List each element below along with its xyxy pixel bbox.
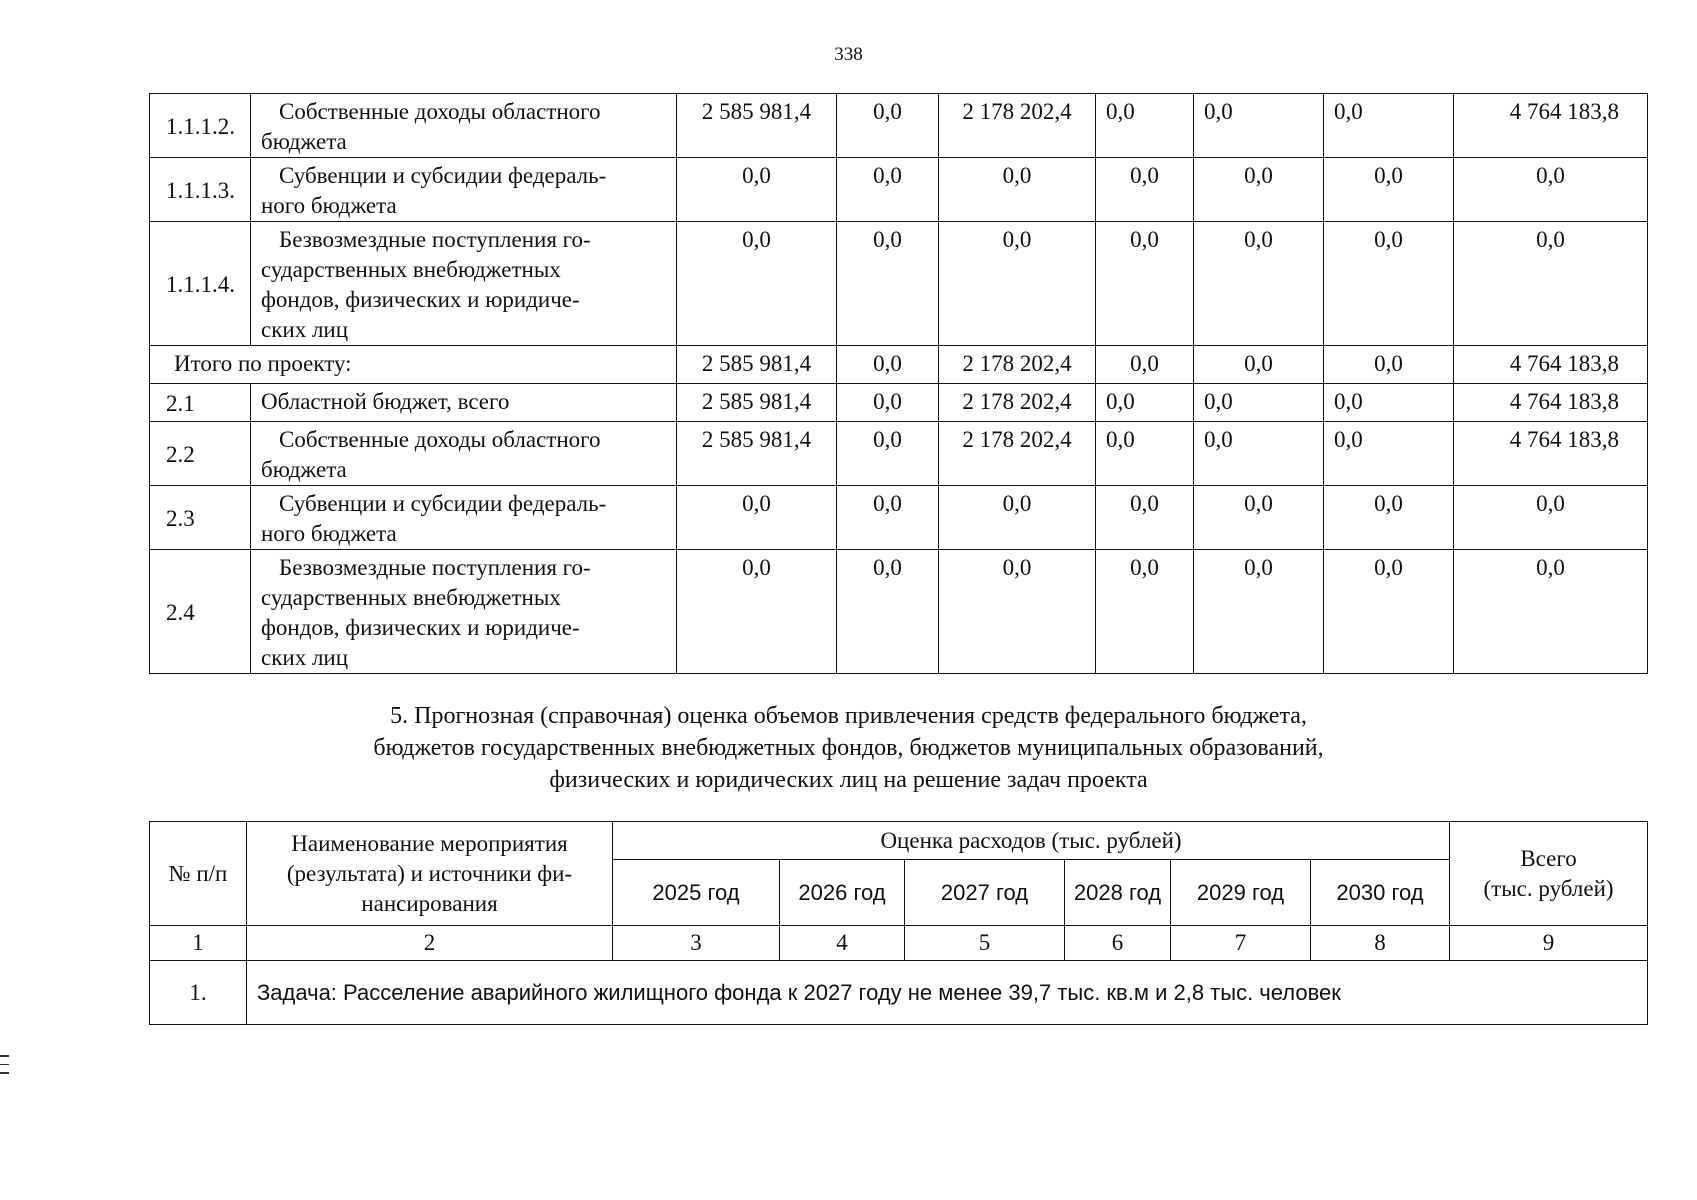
- row-name-line: ного бюджета: [261, 193, 397, 218]
- value-cell: 0,0: [1194, 158, 1324, 222]
- value-cell: 0,0: [677, 158, 837, 222]
- page-number: 338: [834, 44, 863, 65]
- value-cell: 0,0: [1324, 222, 1454, 346]
- col-number: 2: [247, 926, 613, 961]
- row-name-line: фондов, физических и юридиче-: [261, 615, 580, 640]
- value-cell: 0,0: [837, 422, 939, 486]
- row-name: [251, 158, 677, 222]
- task-text: Задача: Расселение аварийного жилищного фонда к 2027 году не менее 39,7 тыс. кв.м и 2,8 тыс. человек: [247, 961, 1648, 1025]
- value-cell: 0,0: [1194, 222, 1324, 346]
- value-cell: 0,0: [1194, 346, 1324, 384]
- value-cell: 2 585 981,4: [677, 346, 837, 384]
- table-row: [150, 222, 1648, 346]
- column-numbers-row: [150, 926, 1648, 961]
- table-row: [150, 486, 1648, 550]
- value-cell: 0,0: [1096, 486, 1194, 550]
- table-row: [150, 422, 1648, 486]
- value-cell: 2 178 202,4: [939, 384, 1096, 422]
- margin-mark: [0, 1055, 9, 1057]
- value-cell: 4 764 183,8: [1454, 94, 1648, 158]
- section-title-line: 5. Прогнозная (справочная) оценка объемов привлечения средств федерального бюджета,: [390, 703, 1307, 729]
- margin-mark: [0, 1064, 9, 1066]
- row-number: 2.3: [150, 486, 251, 550]
- row-name-line: Собственные доходы областного: [279, 427, 601, 452]
- header-name: [247, 822, 613, 926]
- task-num: 1.: [150, 961, 247, 1025]
- header-year: 2030 год: [1311, 860, 1450, 926]
- value-cell: 0,0: [1194, 486, 1324, 550]
- value-cell: 0,0: [1324, 158, 1454, 222]
- table-row: [150, 94, 1648, 158]
- value-cell: 2 178 202,4: [939, 94, 1096, 158]
- value-cell: 0,0: [837, 158, 939, 222]
- value-cell: 0,0: [1096, 158, 1194, 222]
- value-cell: 4 764 183,8: [1454, 384, 1648, 422]
- row-name-line: Безвозмездные поступления го-: [279, 555, 591, 580]
- row-name-line: Субвенции и субсидии федераль-: [279, 163, 607, 188]
- value-cell: 0,0: [939, 222, 1096, 346]
- value-cell: 0,0: [1194, 384, 1324, 422]
- value-cell: 0,0: [677, 486, 837, 550]
- header-name-line: Наименование мероприятия: [291, 830, 568, 856]
- row-name-line: ских лиц: [261, 317, 349, 342]
- table-row: [150, 346, 1648, 384]
- section-title-line: бюджетов государственных внебюджетных фондов, бюджетов муниципальных образований,: [373, 735, 1324, 761]
- header-total-line: (тыс. рублей): [1483, 875, 1614, 901]
- row-name: [251, 222, 677, 346]
- header-year: 2028 год: [1065, 860, 1171, 926]
- row-number: 2.1: [150, 384, 251, 422]
- value-cell: 0,0: [1194, 422, 1324, 486]
- header-year: 2025 год: [613, 860, 780, 926]
- col-number: 3: [613, 926, 780, 961]
- row-number: 2.4: [150, 550, 251, 674]
- forecast-table: [149, 821, 1648, 1025]
- header-num: № п/п: [150, 822, 247, 926]
- value-cell: 2 178 202,4: [939, 422, 1096, 486]
- value-cell: 0,0: [1324, 384, 1454, 422]
- header-name-line: нансирования: [361, 890, 498, 916]
- col-number: 8: [1311, 926, 1450, 961]
- value-cell: 0,0: [837, 222, 939, 346]
- row-number: 2.2: [150, 422, 251, 486]
- header-total-line: Всего: [1520, 845, 1577, 871]
- header-total: [1450, 822, 1648, 926]
- row-number: 1.1.1.2.: [150, 94, 251, 158]
- row-name: [251, 550, 677, 674]
- section-title-line: физических и юридических лиц на решение задач проекта: [549, 767, 1148, 793]
- row-name: [251, 94, 677, 158]
- header-year: 2029 год: [1171, 860, 1311, 926]
- value-cell: 0,0: [837, 346, 939, 384]
- value-cell: 0,0: [677, 222, 837, 346]
- table-row: [150, 158, 1648, 222]
- value-cell: 0,0: [1096, 550, 1194, 674]
- value-cell: 0,0: [1454, 550, 1648, 674]
- value-cell: 0,0: [939, 158, 1096, 222]
- section-title: [0, 700, 1697, 796]
- row-name-line: ного бюджета: [261, 521, 397, 546]
- value-cell: 0,0: [1096, 422, 1194, 486]
- margin-mark: [0, 1072, 9, 1074]
- value-cell: 0,0: [1324, 550, 1454, 674]
- col-number: 5: [905, 926, 1065, 961]
- col-number: 7: [1171, 926, 1311, 961]
- col-number: 1: [150, 926, 247, 961]
- value-cell: 0,0: [1096, 346, 1194, 384]
- row-number: 1.1.1.3.: [150, 158, 251, 222]
- value-cell: 2 585 981,4: [677, 94, 837, 158]
- row-name-line: Безвозмездные поступления го-: [279, 227, 591, 252]
- value-cell: 0,0: [1454, 158, 1648, 222]
- value-cell: 0,0: [1454, 486, 1648, 550]
- col-number: 6: [1065, 926, 1171, 961]
- value-cell: 0,0: [1324, 422, 1454, 486]
- header-name-line: (результата) и источники фи-: [286, 860, 573, 886]
- row-name-line: фондов, физических и юридиче-: [261, 287, 580, 312]
- value-cell: 4 764 183,8: [1454, 422, 1648, 486]
- value-cell: 0,0: [1096, 222, 1194, 346]
- header-year: 2026 год: [780, 860, 905, 926]
- value-cell: 2 178 202,4: [939, 346, 1096, 384]
- value-cell: 2 585 981,4: [677, 384, 837, 422]
- row-name-line: сударственных внебюджетных: [261, 257, 561, 282]
- row-name-line: бюджета: [261, 129, 347, 154]
- value-cell: 0,0: [1096, 384, 1194, 422]
- header-estimate: Оценка расходов (тыс. рублей): [613, 822, 1450, 860]
- value-cell: 2 585 981,4: [677, 422, 837, 486]
- margin-marks: [0, 1055, 10, 1081]
- table-row: [150, 550, 1648, 674]
- value-cell: 4 764 183,8: [1454, 346, 1648, 384]
- task-row: [150, 961, 1648, 1025]
- value-cell: 0,0: [1324, 94, 1454, 158]
- col-number: 4: [780, 926, 905, 961]
- value-cell: 0,0: [677, 550, 837, 674]
- budget-table: [149, 93, 1648, 674]
- value-cell: 0,0: [1324, 346, 1454, 384]
- value-cell: 0,0: [1324, 486, 1454, 550]
- col-number: 9: [1450, 926, 1648, 961]
- row-name-line: Собственные доходы областного: [279, 99, 601, 124]
- row-name-line: сударственных внебюджетных: [261, 585, 561, 610]
- value-cell: 0,0: [1454, 222, 1648, 346]
- row-name: [251, 422, 677, 486]
- total-label: Итого по проекту:: [150, 346, 677, 384]
- value-cell: 0,0: [1096, 94, 1194, 158]
- value-cell: 0,0: [837, 550, 939, 674]
- row-name: Областной бюджет, всего: [251, 384, 677, 422]
- value-cell: 0,0: [837, 384, 939, 422]
- row-name-line: бюджета: [261, 457, 347, 482]
- header-year: 2027 год: [905, 860, 1065, 926]
- row-number: 1.1.1.4.: [150, 222, 251, 346]
- table-row: [150, 384, 1648, 422]
- row-name: [251, 486, 677, 550]
- value-cell: 0,0: [1194, 550, 1324, 674]
- value-cell: 0,0: [1194, 94, 1324, 158]
- row-name-line: Субвенции и субсидии федераль-: [279, 491, 607, 516]
- value-cell: 0,0: [837, 486, 939, 550]
- row-name-line: ских лиц: [261, 645, 349, 670]
- value-cell: 0,0: [939, 550, 1096, 674]
- value-cell: 0,0: [939, 486, 1096, 550]
- value-cell: 0,0: [837, 94, 939, 158]
